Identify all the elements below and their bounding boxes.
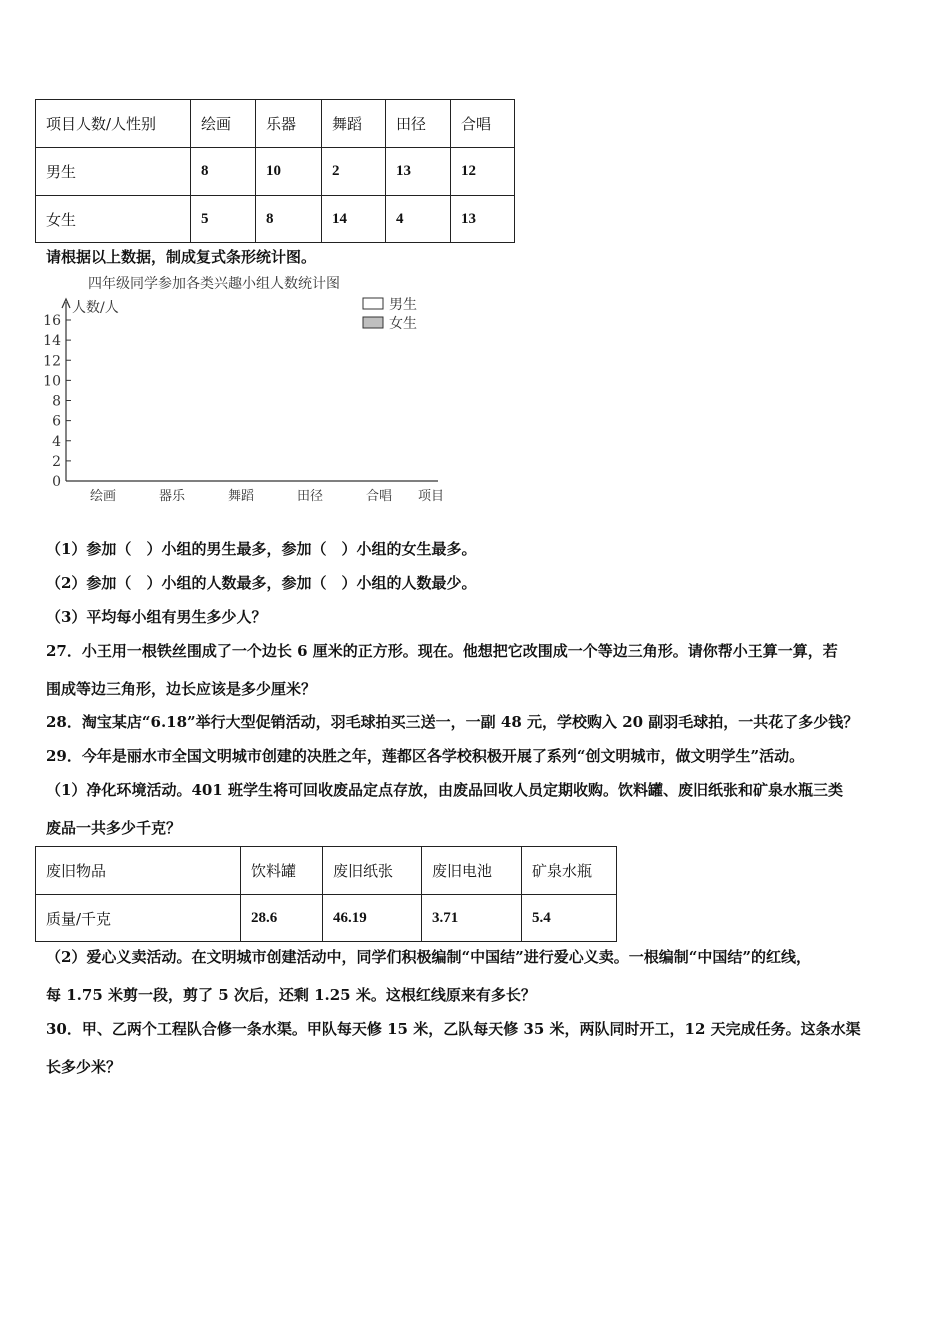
problem-29-part-1-line-2: 废品一共多少千克？ bbox=[46, 819, 182, 837]
problem-28: 28．淘宝某店“6.18”举行大型促销活动，羽毛球拍买三送一，一副 48 元，学校购入 20 副羽毛球拍，一共花了多少钱？ bbox=[46, 713, 859, 731]
x-category-label: 舞蹈 bbox=[227, 489, 255, 504]
y-tick-label: 10 bbox=[43, 373, 61, 390]
waste-weight-table bbox=[35, 846, 617, 942]
x-axis-categories bbox=[90, 488, 392, 504]
x-category-label: 合唱 bbox=[365, 489, 393, 504]
question-1: （1）参加（ ）小组的男生最多，参加（ ）小组的女生最多。 bbox=[46, 540, 477, 558]
table-header-cell: 废旧电池 bbox=[422, 847, 522, 895]
table-row bbox=[36, 895, 617, 942]
bar-chart bbox=[0, 268, 470, 513]
legend-swatch bbox=[363, 298, 383, 309]
table-row bbox=[36, 196, 515, 243]
table-cell: 12 bbox=[451, 148, 515, 196]
y-tick-label: 12 bbox=[43, 353, 61, 370]
y-tick-label: 14 bbox=[43, 333, 61, 350]
table-cell: 2 bbox=[322, 148, 386, 196]
x-category-label: 绘画 bbox=[89, 489, 117, 504]
table-header-cell: 合唱 bbox=[451, 100, 515, 148]
table-cell: 4 bbox=[386, 196, 451, 243]
table-cell: 8 bbox=[191, 148, 256, 196]
question-3: （3）平均每小组有男生多少人？ bbox=[46, 608, 267, 626]
table-cell: 13 bbox=[451, 196, 515, 243]
table-header-cell: 废旧物品 bbox=[36, 847, 241, 895]
table-header-cell: 绘画 bbox=[191, 100, 256, 148]
x-category-label: 田径 bbox=[296, 489, 324, 504]
table-header-cell: 废旧纸张 bbox=[323, 847, 422, 895]
table-header-row bbox=[36, 847, 617, 895]
chart-title: 四年级同学参加各类兴趣小组人数统计图 bbox=[88, 276, 340, 292]
legend-label: 女生 bbox=[389, 316, 417, 332]
y-tick-label: 0 bbox=[52, 474, 61, 490]
legend-swatch bbox=[363, 317, 383, 328]
table-row-label: 男生 bbox=[36, 148, 191, 196]
problem-30-line-1: 30．甲、乙两个工程队合修一条水渠。甲队每天修 15 米，乙队每天修 35 米，两队同时开工，12 天完成任务。这条水渠 bbox=[46, 1020, 861, 1038]
table-header-cell: 饮料罐 bbox=[241, 847, 323, 895]
table-header-cell: 舞蹈 bbox=[322, 100, 386, 148]
table-cell: 10 bbox=[256, 148, 322, 196]
table-row-label: 女生 bbox=[36, 196, 191, 243]
instruction-text: 请根据以上数据，制成复式条形统计图。 bbox=[46, 248, 317, 266]
table-header-cell: 田径 bbox=[386, 100, 451, 148]
x-category-label: 器乐 bbox=[158, 489, 186, 504]
table-cell: 14 bbox=[322, 196, 386, 243]
y-axis-label: 人数/人 bbox=[72, 300, 119, 316]
table-row-label: 质量/千克 bbox=[36, 895, 241, 942]
problem-29-part-2-line-1: （2）爱心义卖活动。在文明城市创建活动中，同学们积极编制“中国结”进行爱心义卖。一根编制“中国结”的红线， bbox=[46, 948, 811, 966]
table-header-cell: 矿泉水瓶 bbox=[522, 847, 617, 895]
problem-27-line-2: 围成等边三角形，边长应该是多少厘米？ bbox=[46, 680, 317, 698]
interest-group-table bbox=[35, 99, 515, 243]
table-header-row bbox=[36, 100, 515, 148]
table-cell: 46.19 bbox=[323, 895, 422, 942]
table-cell: 5.4 bbox=[522, 895, 617, 942]
table-cell: 13 bbox=[386, 148, 451, 196]
problem-30-line-2: 长多少米？ bbox=[46, 1058, 122, 1076]
legend-label: 男生 bbox=[389, 297, 417, 313]
y-tick-label: 6 bbox=[52, 413, 61, 430]
table-row bbox=[36, 148, 515, 196]
table-header-cell: 项目人数/人性别 bbox=[36, 100, 191, 148]
y-tick-label: 4 bbox=[52, 433, 61, 450]
table-cell: 8 bbox=[256, 196, 322, 243]
problem-27-line-1: 27．小王用一根铁丝围成了一个边长 6 厘米的正方形。现在。他想把它改围成一个等边三角形。请你帮小王算一算，若 bbox=[46, 642, 838, 660]
table-cell: 28.6 bbox=[241, 895, 323, 942]
y-tick-label: 8 bbox=[52, 393, 61, 410]
problem-29-part-1-line-1: （1）净化环境活动。401 班学生将可回收废品定点存放，由废品回收人员定期收购。饮料罐、废旧纸张和矿泉水瓶三类 bbox=[46, 781, 843, 799]
table-cell: 3.71 bbox=[422, 895, 522, 942]
y-tick-label: 16 bbox=[43, 313, 61, 329]
y-axis-ticks bbox=[43, 313, 71, 490]
y-tick-label: 2 bbox=[52, 453, 61, 470]
x-axis-label: 项目 bbox=[418, 489, 445, 504]
chart-legend bbox=[363, 296, 417, 332]
table-cell: 5 bbox=[191, 196, 256, 243]
problem-29-part-2-line-2: 每 1.75 米剪一段，剪了 5 次后，还剩 1.25 米。这根红线原来有多长？ bbox=[46, 986, 536, 1004]
question-2: （2）参加（ ）小组的人数最多，参加（ ）小组的人数最少。 bbox=[46, 574, 477, 592]
problem-29: 29．今年是丽水市全国文明城市创建的决胜之年，莲都区各学校积极开展了系列“创文明城市，做文明学生”活动。 bbox=[46, 747, 805, 765]
table-header-cell: 乐器 bbox=[256, 100, 322, 148]
